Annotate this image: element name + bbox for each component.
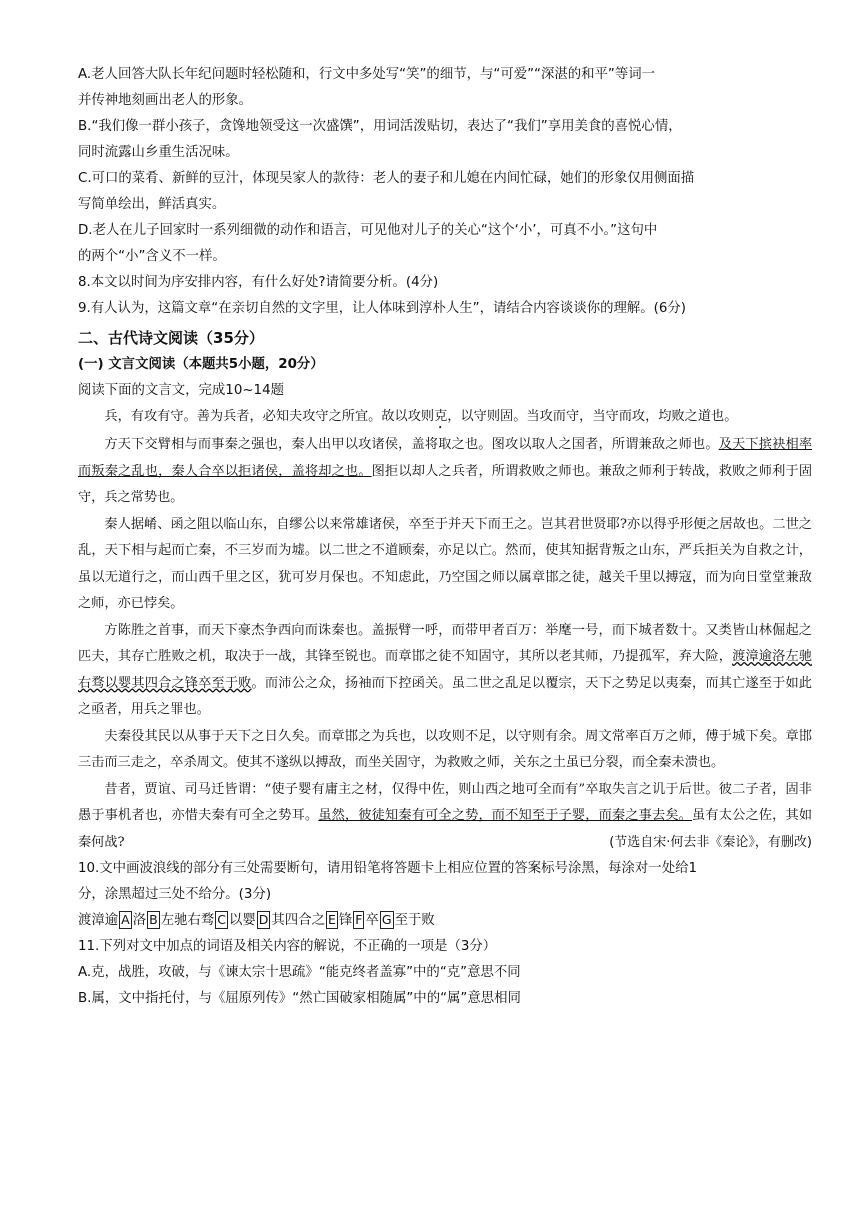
underlined-sentence-1: 及天下摈袂相率而叛秦之乱也，秦人合卒以拒诸侯，盖将却之也。 [78, 437, 813, 479]
reading-instruction: 阅读下面的文言文，完成10~14题 [78, 383, 284, 398]
question-8: 8.本文以时间为序安排内容，有什么好处?请简要分析。(4分) [78, 275, 439, 290]
passage-paragraph-4: 方陈胜之首事，而天下豪杰争西向而诛秦也。盖振臂一呼，而带甲者百万：举麾一号，而下城者数十。又类皆山林倔起之匹夫，其存亡胜败之机，取决于一战，其锋至锐也。而章邯之徒不知固守，其所以老其师，乃提孤军，弃大险，渡漳逾洛左驰右骛以婴其四合之锋卒至于败。而沛公之众，扬袖而下控函关。虽二世之乱足以覆宗，天下之势足以夷秦，而其亡遂至于如此之亟者，用兵之罪也。 [78, 622, 813, 717]
split-mark-f[interactable]: F [355, 912, 363, 927]
question-11-option-b: B.属，文中指托付，与《屈原列传》“然亡国破家相随属”中的“属”意思相同 [78, 991, 521, 1006]
subsection-heading-classical-prose: (一) 文言文阅读（本题共5小题，20分） [78, 357, 324, 372]
split-mark-a[interactable]: A [121, 912, 130, 927]
wavy-underlined-segment: 渡漳逾洛左驰右骛以婴其四合之锋卒至于败 [78, 649, 813, 691]
sentence-split-options: 渡漳逾 A 洛 B 左驰右骛 C 以婴 D 其四合之 E 锋 F 卒 G 至于败 [78, 912, 435, 928]
passage-paragraph-3: 秦人据崤、函之阻以临山东，自缪公以来常雄诸侯，卒至于并天下而王之。岂其君世贤耶?亦以得乎形便之居故也。二世之乱，天下相与起而亡秦，不三岁而为墟。以二世之不道顾秦，亦足以亡。然而，使其知据背叛之山东，严兵拒关为自救之计，虽以无道行之，而山西千里之区，犹可岁月保也。不知虑此，乃空国之师以属章邯之徒，越关千里以搏寇，而为向日堂堂兼敌之师，亦已悖矣。 [78, 516, 812, 611]
question-11: 11.下列对文中加点的词语及相关内容的解说，不正确的一项是（3分） [78, 939, 497, 954]
passage-paragraph-6: 昔者，贾谊、司马迁皆谓：“使子婴有庸主之材，仅得中佐，则山西之地可全而有”卒取失言之讥于后世。彼二子者，固非愚于事机者也，亦惜夫秦有可全之势耳。虽然，彼徒知秦有可全之势，而不知至于子婴，而秦之事去矣。虽有太公之佐，其如秦何战? (节选自宋·何去非《秦论》，有删改) [78, 777, 812, 857]
section-heading-ancient-poetry: 二、古代诗文阅读（35分） [78, 329, 264, 347]
option-d-line-1: D.老人在儿子回家时一系列细微的动作和语言，可见他对儿子的关心“这个‘小’，可真不小。”这句中 [78, 223, 658, 238]
option-c-line-2: 写简单绘出，鲜活真实。 [78, 197, 226, 212]
option-a-line-2: 并传神地刻画出老人的形象。 [78, 93, 253, 108]
underlined-sentence-2: 虽然，彼徒知秦有可全之势，而不知至于子婴，而秦之事去矣。 [318, 808, 693, 823]
option-a-line-1: A.老人回答大队长年纪问题时轻松随和，行文中多处写“笑”的细节，与“可爱”“深湛的和平”等词一 [78, 67, 656, 82]
dotted-word-ke: 克 [434, 409, 448, 424]
question-10-line-2: 分，涂黑超过三处不给分。(3分) [78, 887, 272, 902]
option-c-line-1: C.可口的菜肴、新鲜的豆汁，体现吴家人的款待：老人的妻子和儿媳在内间忙碌，她们的形象仅用侧面描 [78, 171, 695, 186]
question-9: 9.有人认为，这篇文章“在亲切自然的文字里，让人体味到淳朴人生”，请结合内容谈谈你的理解。(6分) [78, 301, 687, 316]
split-mark-c[interactable]: C [217, 912, 226, 927]
question-10-line-1: 10.文中画波浪线的部分有三处需要断句，请用铅笔将答题卡上相应位置的答案标号涂黑，每涂对一处给1 [78, 861, 697, 876]
split-mark-e[interactable]: E [327, 912, 336, 927]
passage-paragraph-1: 兵，有攻有守。善为兵者，必知夫攻守之所宜。故以攻则克，以守则固。当攻而守，当守而攻，均败之道也。 [104, 409, 738, 424]
question-7-options [78, 62, 812, 270]
split-mark-g[interactable]: G [381, 912, 392, 927]
option-d-line-2: 的两个“小”含义不一样。 [78, 249, 226, 264]
passage-paragraph-5: 夫秦役其民以从事于天下之日久矣。而章邯之为兵也，以攻则不足，以守则有余。周文常率百万之师，傅于城下矣。章邯三击而三走之，卒杀周文。使其不遂纵以搏敌，而坐关固守，为救败之师，关东之土虽已分裂，而全秦未溃也。 [78, 728, 812, 770]
split-mark-d[interactable]: D [258, 912, 269, 927]
option-b-line-2: 同时流露山乡重生活况味。 [78, 145, 239, 160]
option-b-line-1: B.“我们像一群小孩子，贪馋地领受这一次盛馔”，用词活泼贴切，表达了“我们”享用美食的喜悦心情， [78, 119, 682, 134]
passage-source: (节选自宋·何去非《秦论》，有删改) [609, 834, 812, 850]
passage-paragraph-2: 方天下交臂相与而事秦之强也，秦人出甲以攻诸侯，盖将取之也。图攻以取人之国者，所谓兼敌之师也。及天下摈袂相率而叛秦之乱也，秦人合卒以拒诸侯，盖将却之也。图拒以却人之兵者，所谓救败之师也。兼敌之师利于转战，救败之师利于固守，兵之常势也。 [78, 437, 813, 505]
split-mark-b[interactable]: B [149, 912, 158, 927]
question-11-option-a: A.克，战胜，攻破，与《谏太宗十思疏》“能克终者盖寡”中的“克”意思不同 [78, 965, 521, 980]
